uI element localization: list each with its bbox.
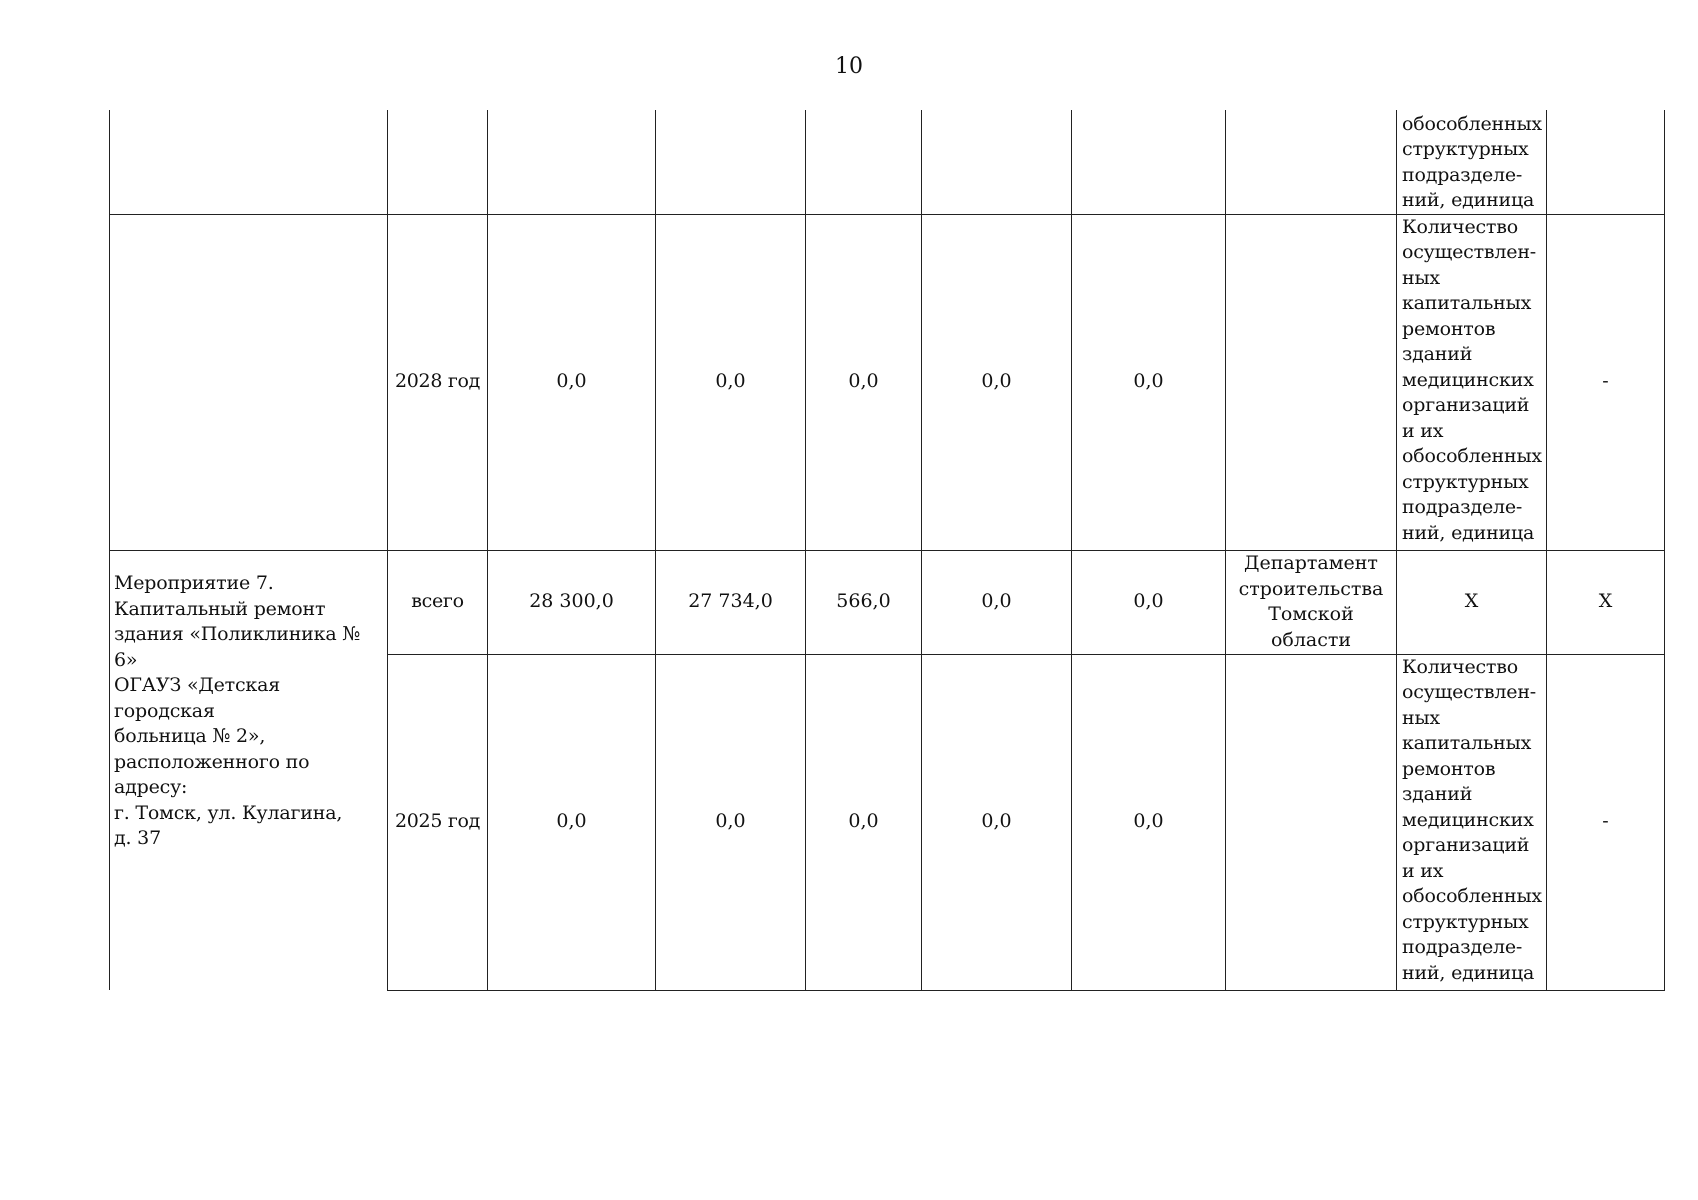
indicator-value-cell: - [1547,654,1665,990]
event-title: Мероприятие 7. Капитальный ремонт здания «Поликлиника № 6» ОГАУЗ «Детская городская больница № 2», расположенного по адресу: г. Томск, ул. Кулагина, д. 37 [114,572,361,849]
year-cell: 2025 год [388,654,488,990]
table-row-total [110,550,1665,654]
value-total-cell: 0,0 [488,214,656,550]
event-cell-continued [110,214,388,550]
value-local-cell: 0,0 [922,654,1072,990]
executor-cell [1226,214,1397,550]
value-cell [1072,110,1226,214]
value-cell [922,110,1072,214]
table-row-2028 [110,214,1665,550]
indicator-cell [1397,654,1547,990]
value-other-cell: 0,0 [1072,654,1226,990]
funding-table [109,110,1665,991]
executor-cell [1226,654,1397,990]
value-other-cell: 0,0 [1072,550,1226,654]
value-local-cell: 0,0 [922,550,1072,654]
event-description-cell [110,550,388,990]
event-cell-continued [110,110,388,214]
value-federal-cell: 0,0 [656,214,806,550]
value-regional-cell: 566,0 [806,550,922,654]
indicator-value-cell: - [1547,214,1665,550]
table-row-continued [110,110,1665,214]
executor-cell: Департамент строительства Томской области [1226,550,1397,654]
indicator-value-cell [1547,110,1665,214]
indicator-cell [1397,214,1547,550]
value-total-cell: 0,0 [488,654,656,990]
value-cell [488,110,656,214]
value-regional-cell: 0,0 [806,214,922,550]
indicator-text: обособленных структурных подразделе- ний, единица [1402,112,1542,211]
year-cell: 2028 год [388,214,488,550]
indicator-cell [1397,110,1547,214]
executor-cell [1226,110,1397,214]
value-cell [656,110,806,214]
value-regional-cell: 0,0 [806,654,922,990]
value-cell [806,110,922,214]
indicator-value-cell: X [1547,550,1665,654]
value-local-cell: 0,0 [922,214,1072,550]
year-cell: всего [388,550,488,654]
value-federal-cell: 27 734,0 [656,550,806,654]
value-other-cell: 0,0 [1072,214,1226,550]
page-number: 10 [835,54,863,79]
year-cell [388,110,488,214]
indicator-cell: X [1397,550,1547,654]
value-federal-cell: 0,0 [656,654,806,990]
indicator-text: Количество осуществлен- ных капитальных ремонтов зданий медицинских организаций и их обособленных структурных подразделе- ний, единица [1402,215,1542,544]
indicator-text: Количество осуществлен- ных капитальных ремонтов зданий медицинских организаций и их обособленных структурных подразделе- ний, единица [1402,655,1542,984]
value-total-cell: 28 300,0 [488,550,656,654]
